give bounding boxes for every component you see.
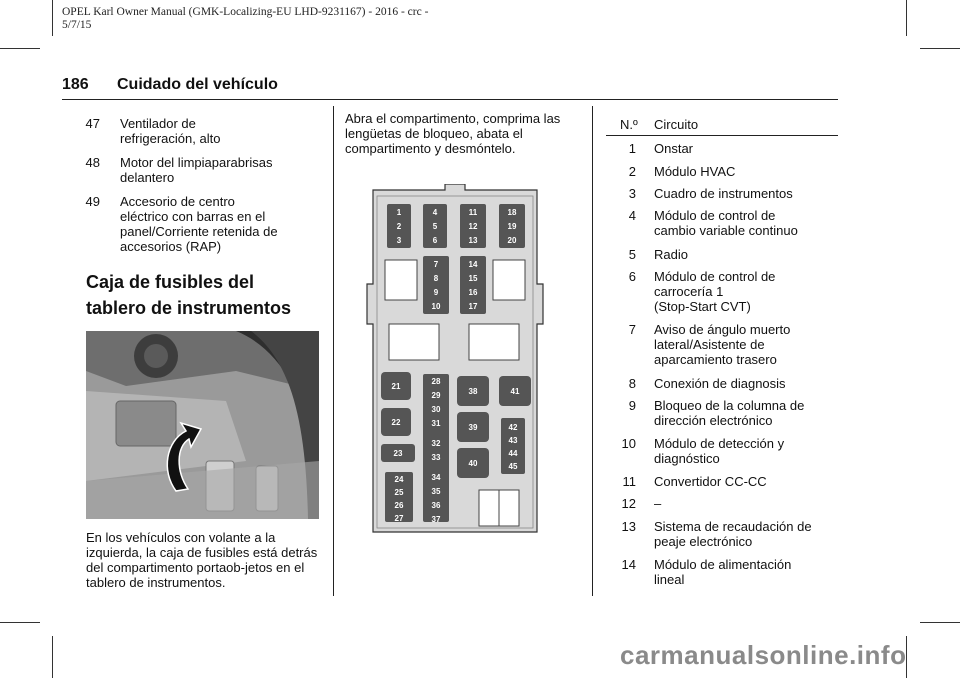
svg-text:11: 11 bbox=[468, 208, 478, 217]
crop-mark bbox=[0, 622, 40, 623]
section-heading-line2: tablero de instrumentos bbox=[86, 298, 292, 318]
row-number: 13 bbox=[621, 519, 636, 534]
paragraph: Abra el compartimento, comprima las lengüetas de bloqueo, abata el compartimento y desmóntelo. bbox=[345, 111, 561, 156]
svg-text:44: 44 bbox=[508, 449, 518, 458]
row-number: 2 bbox=[628, 164, 636, 179]
svg-text:23: 23 bbox=[393, 449, 403, 458]
page-number: 186 bbox=[62, 76, 89, 93]
svg-text:27: 27 bbox=[394, 514, 404, 523]
row-text: Conexión de diagnosis bbox=[654, 376, 786, 391]
svg-text:32: 32 bbox=[431, 439, 441, 448]
fuse-2: 2 bbox=[396, 222, 402, 231]
svg-text:9: 9 bbox=[433, 288, 439, 297]
crop-mark bbox=[920, 48, 960, 49]
row-text: Módulo de control de carrocería 1 (Stop-Start CVT) bbox=[654, 269, 776, 314]
column-divider bbox=[592, 106, 593, 596]
svg-text:19: 19 bbox=[507, 222, 517, 231]
row-text: Bloqueo de la columna de dirección electrónico bbox=[654, 398, 805, 428]
row-text: Módulo de control de cambio variable continuo bbox=[654, 208, 798, 238]
table-header-rule bbox=[606, 135, 838, 136]
svg-text:26: 26 bbox=[394, 501, 404, 510]
list-item bbox=[72, 155, 327, 187]
crop-mark bbox=[0, 48, 40, 49]
row-number: 6 bbox=[628, 269, 636, 284]
row-number: 7 bbox=[628, 322, 636, 337]
item-number: 48 bbox=[85, 155, 100, 170]
list-item bbox=[72, 194, 327, 256]
svg-text:45: 45 bbox=[508, 462, 518, 471]
svg-text:41: 41 bbox=[510, 387, 520, 396]
row-number: 11 bbox=[622, 474, 636, 489]
svg-text:5: 5 bbox=[432, 222, 438, 231]
svg-text:39: 39 bbox=[468, 423, 478, 432]
print-header-line1: OPEL Karl Owner Manual (GMK-Localizing-EU LHD-9231167) - 2016 - crc - bbox=[62, 6, 429, 18]
item-number: 49 bbox=[85, 194, 100, 209]
svg-text:17: 17 bbox=[468, 302, 478, 311]
svg-text:12: 12 bbox=[468, 222, 478, 231]
row-number: 12 bbox=[621, 496, 636, 511]
row-text: Convertidor CC-CC bbox=[654, 474, 767, 489]
section-heading bbox=[86, 270, 291, 320]
row-number: 8 bbox=[628, 376, 636, 391]
crop-mark bbox=[920, 622, 960, 623]
svg-text:28: 28 bbox=[431, 377, 441, 386]
print-header bbox=[62, 6, 502, 32]
page-title: Cuidado del vehículo bbox=[117, 76, 278, 93]
row-text: Radio bbox=[654, 247, 688, 262]
fuse-3: 3 bbox=[396, 236, 402, 245]
svg-text:35: 35 bbox=[431, 487, 441, 496]
svg-text:18: 18 bbox=[507, 208, 517, 217]
fuse-box-diagram bbox=[365, 184, 545, 538]
svg-text:33: 33 bbox=[431, 453, 441, 462]
svg-text:15: 15 bbox=[468, 274, 478, 283]
table-header-circuit: Circuito bbox=[654, 117, 699, 132]
svg-text:13: 13 bbox=[468, 236, 478, 245]
svg-text:24: 24 bbox=[394, 475, 404, 484]
crop-mark bbox=[52, 636, 53, 678]
row-number: 14 bbox=[621, 557, 636, 572]
svg-text:8: 8 bbox=[433, 274, 439, 283]
svg-text:36: 36 bbox=[431, 501, 441, 510]
row-number: 3 bbox=[628, 186, 636, 201]
svg-text:25: 25 bbox=[394, 488, 404, 497]
item-text: Motor del limpiaparabrisas delantero bbox=[120, 155, 273, 185]
svg-text:10: 10 bbox=[431, 302, 441, 311]
svg-text:31: 31 bbox=[431, 419, 441, 428]
svg-text:29: 29 bbox=[431, 391, 441, 400]
row-text: – bbox=[654, 496, 662, 511]
svg-text:14: 14 bbox=[468, 260, 478, 269]
row-text: Sistema de recaudación de peaje electrónico bbox=[654, 519, 812, 549]
crop-mark bbox=[52, 0, 53, 36]
item-text: Ventilador de refrigeración, alto bbox=[120, 116, 221, 146]
svg-text:34: 34 bbox=[431, 473, 441, 482]
svg-text:30: 30 bbox=[431, 405, 441, 414]
watermark: carmanualsonline.info bbox=[620, 640, 907, 670]
svg-text:4: 4 bbox=[432, 208, 438, 217]
item-number: 47 bbox=[85, 116, 100, 131]
svg-text:43: 43 bbox=[508, 436, 518, 445]
row-text: Módulo de detección y diagnóstico bbox=[654, 436, 785, 466]
svg-text:38: 38 bbox=[468, 387, 478, 396]
row-number: 9 bbox=[628, 398, 636, 413]
fuse-1: 1 bbox=[396, 208, 402, 217]
column-divider bbox=[333, 106, 334, 596]
svg-text:16: 16 bbox=[468, 288, 478, 297]
svg-text:37: 37 bbox=[431, 515, 441, 524]
print-header-line2: 5/7/15 bbox=[62, 19, 92, 31]
svg-text:40: 40 bbox=[468, 459, 478, 468]
list-item bbox=[72, 116, 327, 148]
row-text: Módulo HVAC bbox=[654, 164, 736, 179]
row-number: 1 bbox=[628, 141, 636, 156]
row-number: 4 bbox=[628, 208, 636, 223]
svg-text:6: 6 bbox=[432, 236, 438, 245]
crop-mark bbox=[906, 0, 907, 36]
dashboard-photo bbox=[86, 331, 319, 519]
row-text: Módulo de alimentación lineal bbox=[654, 557, 792, 587]
paragraph: En los vehículos con volante a la izquierda, la caja de fusibles está detrás del compartimento portaob-jetos en el tablero de instrumentos. bbox=[86, 530, 318, 590]
row-number: 10 bbox=[621, 436, 636, 451]
item-text: Accesorio de centro eléctrico con barras en el panel/Corriente retenida de accesorios (RAP) bbox=[120, 194, 278, 254]
svg-text:21: 21 bbox=[391, 382, 401, 391]
row-number: 5 bbox=[628, 247, 636, 262]
row-text: Onstar bbox=[654, 141, 694, 156]
table-header-number: N.º bbox=[620, 117, 638, 132]
header-rule bbox=[62, 99, 838, 100]
svg-text:22: 22 bbox=[391, 418, 401, 427]
row-text: Aviso de ángulo muerto lateral/Asistente de aparcamiento trasero bbox=[654, 322, 791, 367]
section-heading-line1: Caja de fusibles del bbox=[86, 272, 255, 292]
svg-text:7: 7 bbox=[433, 260, 439, 269]
svg-text:20: 20 bbox=[507, 236, 517, 245]
svg-text:42: 42 bbox=[508, 423, 518, 432]
row-text: Cuadro de instrumentos bbox=[654, 186, 793, 201]
